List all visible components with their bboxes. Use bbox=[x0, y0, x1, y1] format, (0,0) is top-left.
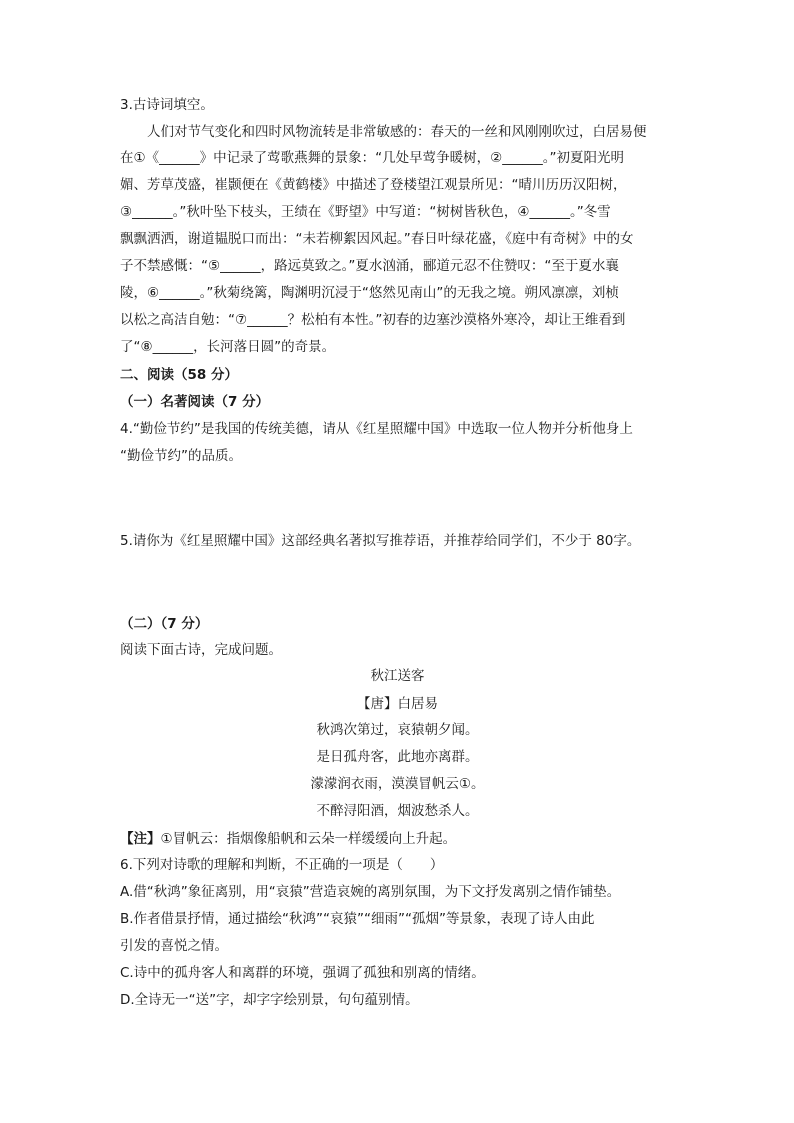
q3-line-7: 陵，⑥______。”秋菊绕篱，陶渊明沉浸于“悠然见南山”的无我之境。朔风凛凛，刘桢 bbox=[120, 285, 619, 301]
q3-line-4: ③______。”秋叶坠下枝头，王绩在《野望》中写道：“树树皆秋色，④______。”冬雪 bbox=[120, 204, 611, 220]
poem-line-2: 是日孤舟客，此地亦离群。 bbox=[316, 749, 479, 765]
part2-instruction: 阅读下面古诗，完成问题。 bbox=[120, 642, 282, 658]
poem-note bbox=[120, 829, 680, 849]
poem-title: 秋江送客 bbox=[370, 668, 425, 684]
q6-stem: 6.下列对诗歌的理解和判断，不正确的一项是（ ） bbox=[120, 857, 444, 873]
poem-line-4: 不醉浔阳酒，烟波愁杀人。 bbox=[316, 803, 479, 819]
q4-line-1: 4.“勤俭节约”是我国的传统美德，请从《红星照耀中国》中选取一位人物并分析他身上 bbox=[120, 421, 633, 437]
q3-line-9: 了“⑧______，长河落日圆”的奇景。 bbox=[120, 339, 336, 355]
q6-option-a: A.借“秋鸿”象征离别，用“哀猿”营造哀婉的离别氛围，为下文抒发离别之情作铺垫。 bbox=[120, 884, 621, 900]
q6-option-c: C.诗中的孤舟客人和离群的环境，强调了孤独和别离的情绪。 bbox=[120, 965, 485, 981]
q3-line-2: 在①《______》中记录了莺歌燕舞的景象：“几处早莺争暖树，②______。”初夏阳光明 bbox=[120, 150, 624, 166]
q5-text: 5.请你为《红星照耀中国》这部经典名著拟写推荐语，并推荐给同学们，不少于 80字。 bbox=[120, 533, 641, 549]
poem-line-3: 濛濛润衣雨，漠漠冒帆云①。 bbox=[310, 776, 485, 792]
q3-line-5: 飘飘洒洒，谢道韫脱口而出：“未若柳絮因风起。”春日叶绿花盛，《庭中有奇树》中的女 bbox=[120, 231, 634, 247]
q3-line-1: 人们对节气变化和四时风物流转是非常敏感的：春天的一丝和风刚刚吹过，白居易便 bbox=[147, 124, 647, 140]
q3-heading: 3.古诗词填空。 bbox=[120, 97, 214, 113]
q4-line-2: “勤俭节约”的品质。 bbox=[120, 448, 242, 464]
q3-line-3: 媚、芳草茂盛，崔颢便在《黄鹤楼》中描述了登楼望江观景所见：“晴川历历汉阳树， bbox=[120, 177, 627, 193]
section2-heading: 二、阅读（58 分） bbox=[120, 367, 238, 383]
note-text: ①冒帆云：指烟像船帆和云朵一样缓缓向上升起。 bbox=[160, 831, 457, 847]
q3-line-6: 子不禁感慨：“⑤______，路远莫致之。”夏水汹涌，郦道元忍不住赞叹：“至于夏水襄 bbox=[120, 258, 619, 274]
q3-line-8: 以松之高洁自勉：“⑦______？松柏有本性。”初春的边塞沙漠格外寒冷，却让王维看到 bbox=[120, 312, 626, 328]
part1-heading: （一）名著阅读（7 分） bbox=[120, 394, 270, 410]
q6-option-b: B.作者借景抒情，通过描绘“秋鸿”“哀猿”“细雨”“孤烟”等景象，表现了诗人由此 bbox=[120, 911, 595, 927]
part2-heading: （二）（7 分） bbox=[120, 616, 209, 632]
q6-option-d: D.全诗无一“送”字，却字字绘别景，句句蕴别情。 bbox=[120, 992, 419, 1008]
note-label: 【注】 bbox=[120, 831, 161, 847]
poem-author: 【唐】白居易 bbox=[357, 696, 438, 712]
poem-line-1: 秋鸿次第过，哀猿朝夕闻。 bbox=[316, 722, 479, 738]
q6-option-b-cont: 引发的喜悦之情。 bbox=[120, 938, 228, 954]
